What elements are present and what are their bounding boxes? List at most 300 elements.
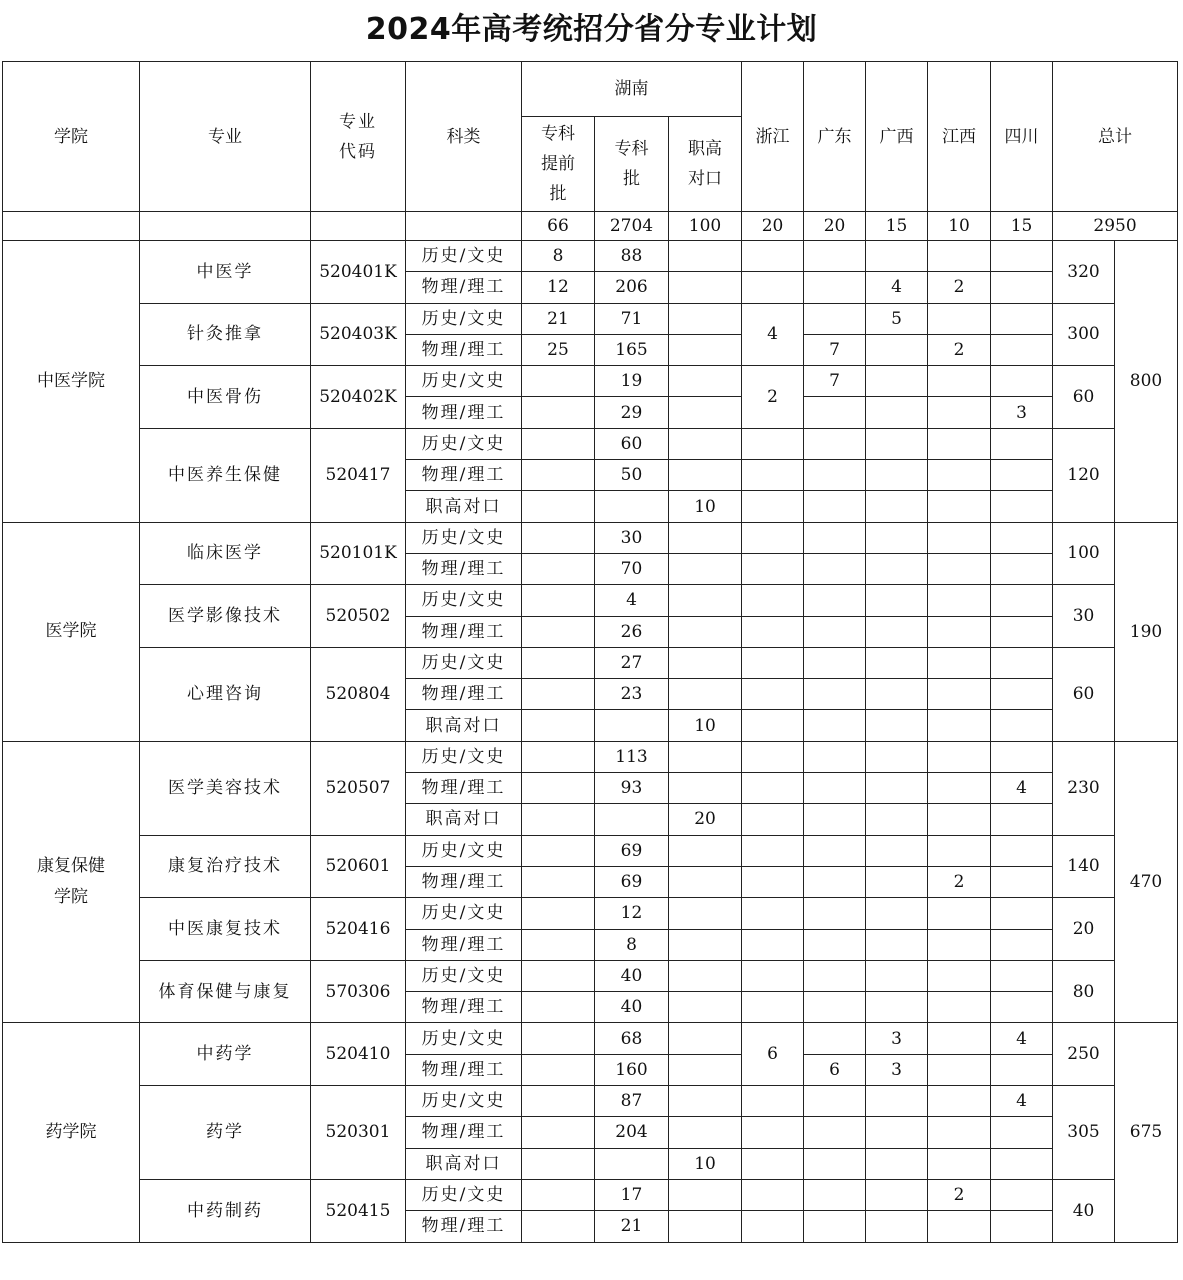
cell-zhejiang (742, 1148, 804, 1179)
header-hunan-vocational-text: 职高对口 (688, 139, 723, 189)
college-name-text: 康复保健学院 (37, 856, 105, 908)
major-name: 康复治疗技术 (140, 835, 311, 898)
cell-jiangxi (928, 835, 991, 866)
cell-zhejiang (742, 241, 804, 272)
cell-hunan-advance (522, 585, 595, 616)
cell-zhejiang (742, 960, 804, 991)
cell-guangxi (866, 428, 928, 459)
cell-hunan-regular: 69 (595, 866, 669, 897)
cell-sichuan (991, 1054, 1053, 1085)
college-name-text: 药学院 (45, 1121, 97, 1142)
cell-guangxi (866, 1086, 928, 1117)
cell-hunan-regular: 87 (595, 1086, 669, 1117)
category: 物理/理工 (406, 773, 522, 804)
major-total: 20 (1053, 898, 1115, 961)
cell-sichuan (991, 647, 1053, 678)
cell-sichuan (991, 585, 1053, 616)
cell-guangxi (866, 647, 928, 678)
header-province-2: 广西 (866, 62, 928, 212)
header-major: 专业 (140, 62, 311, 212)
cell-zhejiang (742, 1211, 804, 1242)
cell-hunan-advance (522, 460, 595, 491)
header-blank (311, 212, 406, 241)
cell-zhejiang (742, 522, 804, 553)
cell-jiangxi (928, 553, 991, 584)
major-total: 80 (1053, 960, 1115, 1023)
cell-zhejiang: 4 (742, 303, 804, 366)
cell-zhejiang (742, 272, 804, 303)
cell-zhejiang (742, 898, 804, 929)
header-hunan-regular-text: 专科批 (614, 139, 649, 189)
major-code: 520804 (311, 647, 406, 741)
category: 历史/文史 (406, 522, 522, 553)
cell-zhejiang (742, 460, 804, 491)
major-name: 中医学 (140, 241, 311, 304)
cell-jiangxi (928, 522, 991, 553)
category: 职高对口 (406, 710, 522, 741)
cell-hunan-vocational: 10 (669, 1148, 742, 1179)
cell-hunan-vocational: 10 (669, 710, 742, 741)
category: 历史/文史 (406, 1023, 522, 1054)
cell-zhejiang (742, 804, 804, 835)
major-total: 30 (1053, 585, 1115, 648)
total-hunan-vocational: 100 (669, 212, 742, 241)
total-hunan-advance: 66 (522, 212, 595, 241)
cell-guangdong (804, 866, 866, 897)
category: 物理/理工 (406, 992, 522, 1023)
cell-hunan-advance (522, 397, 595, 428)
cell-hunan-advance (522, 616, 595, 647)
header-code (311, 62, 406, 212)
cell-guangdong: 7 (804, 366, 866, 397)
college-total: 800 (1115, 241, 1178, 523)
major-code: 520502 (311, 585, 406, 648)
major-total: 230 (1053, 741, 1115, 835)
cell-hunan-vocational (669, 1117, 742, 1148)
cell-hunan-advance (522, 1179, 595, 1210)
cell-sichuan (991, 522, 1053, 553)
cell-jiangxi (928, 679, 991, 710)
cell-jiangxi (928, 241, 991, 272)
cell-hunan-regular: 50 (595, 460, 669, 491)
category: 物理/理工 (406, 460, 522, 491)
cell-hunan-vocational (669, 960, 742, 991)
cell-hunan-vocational (669, 241, 742, 272)
cell-hunan-regular: 93 (595, 773, 669, 804)
cell-hunan-regular: 27 (595, 647, 669, 678)
cell-hunan-advance (522, 929, 595, 960)
cell-jiangxi (928, 616, 991, 647)
cell-sichuan (991, 835, 1053, 866)
cell-hunan-vocational (669, 428, 742, 459)
category: 职高对口 (406, 1148, 522, 1179)
category: 物理/理工 (406, 866, 522, 897)
cell-zhejiang (742, 553, 804, 584)
cell-jiangxi: 2 (928, 334, 991, 365)
header-hunan-advance-text: 专科提前批 (541, 124, 575, 204)
cell-jiangxi (928, 303, 991, 334)
cell-hunan-advance: 12 (522, 272, 595, 303)
cell-zhejiang (742, 835, 804, 866)
category: 物理/理工 (406, 1117, 522, 1148)
cell-guangdong (804, 522, 866, 553)
cell-guangdong (804, 773, 866, 804)
cell-jiangxi (928, 1211, 991, 1242)
cell-guangxi (866, 553, 928, 584)
cell-hunan-advance (522, 835, 595, 866)
cell-sichuan (991, 460, 1053, 491)
header-code-text: 专业代码 (339, 111, 377, 162)
cell-zhejiang (742, 585, 804, 616)
cell-hunan-vocational (669, 460, 742, 491)
cell-sichuan (991, 334, 1053, 365)
cell-hunan-vocational (669, 366, 742, 397)
major-total: 305 (1053, 1086, 1115, 1180)
header-hunan-vocational (669, 117, 742, 212)
cell-guangxi (866, 334, 928, 365)
cell-hunan-vocational (669, 992, 742, 1023)
major-total: 120 (1053, 428, 1115, 522)
cell-guangxi (866, 866, 928, 897)
total-guangxi: 15 (866, 212, 928, 241)
table-row (3, 1086, 1178, 1117)
cell-jiangxi: 2 (928, 272, 991, 303)
header-college: 学院 (3, 62, 140, 212)
cell-guangdong (804, 1211, 866, 1242)
category: 历史/文史 (406, 960, 522, 991)
cell-sichuan (991, 898, 1053, 929)
category: 历史/文史 (406, 1179, 522, 1210)
cell-hunan-vocational (669, 303, 742, 334)
cell-sichuan (991, 992, 1053, 1023)
cell-sichuan (991, 866, 1053, 897)
category: 物理/理工 (406, 553, 522, 584)
cell-guangxi: 4 (866, 272, 928, 303)
cell-guangdong (804, 241, 866, 272)
cell-jiangxi (928, 1023, 991, 1054)
college-name (3, 522, 140, 741)
major-name: 针灸推拿 (140, 303, 311, 366)
table-row (3, 1179, 1178, 1210)
major-code: 520410 (311, 1023, 406, 1086)
cell-hunan-regular: 113 (595, 741, 669, 772)
cell-hunan-regular: 26 (595, 616, 669, 647)
major-total: 300 (1053, 303, 1115, 366)
cell-sichuan (991, 960, 1053, 991)
cell-guangdong (804, 992, 866, 1023)
cell-guangdong (804, 1179, 866, 1210)
cell-jiangxi (928, 585, 991, 616)
cell-hunan-regular (595, 1148, 669, 1179)
cell-guangdong (804, 1148, 866, 1179)
major-name: 体育保健与康复 (140, 960, 311, 1023)
major-total: 100 (1053, 522, 1115, 585)
total-grand: 2950 (1053, 212, 1178, 241)
cell-jiangxi (928, 741, 991, 772)
cell-hunan-advance (522, 1023, 595, 1054)
total-guangdong: 20 (804, 212, 866, 241)
college-name-text: 中医学院 (37, 370, 105, 391)
cell-hunan-regular: 23 (595, 679, 669, 710)
cell-zhejiang (742, 929, 804, 960)
cell-guangdong (804, 929, 866, 960)
cell-zhejiang (742, 491, 804, 522)
cell-sichuan (991, 710, 1053, 741)
header-total: 总计 (1053, 62, 1178, 212)
category: 物理/理工 (406, 397, 522, 428)
cell-guangxi (866, 773, 928, 804)
cell-guangxi (866, 241, 928, 272)
major-code: 520601 (311, 835, 406, 898)
cell-guangdong (804, 710, 866, 741)
cell-jiangxi (928, 929, 991, 960)
cell-guangdong: 6 (804, 1054, 866, 1085)
cell-hunan-regular: 71 (595, 303, 669, 334)
table-row (3, 1023, 1178, 1054)
cell-jiangxi (928, 397, 991, 428)
cell-guangxi (866, 741, 928, 772)
category: 物理/理工 (406, 1054, 522, 1085)
cell-hunan-regular: 8 (595, 929, 669, 960)
cell-hunan-regular: 12 (595, 898, 669, 929)
cell-guangxi (866, 710, 928, 741)
cell-guangxi: 3 (866, 1054, 928, 1085)
cell-guangxi (866, 1148, 928, 1179)
header-hunan: 湖南 (522, 62, 742, 117)
major-name: 医学美容技术 (140, 741, 311, 835)
total-hunan-regular: 2704 (595, 212, 669, 241)
cell-hunan-vocational (669, 773, 742, 804)
cell-guangdong (804, 428, 866, 459)
cell-guangxi (866, 522, 928, 553)
college-total: 190 (1115, 522, 1178, 741)
cell-guangdong (804, 647, 866, 678)
cell-guangxi: 5 (866, 303, 928, 334)
cell-guangdong (804, 804, 866, 835)
major-total: 40 (1053, 1179, 1115, 1242)
cell-sichuan (991, 1179, 1053, 1210)
cell-zhejiang (742, 1117, 804, 1148)
category: 历史/文史 (406, 647, 522, 678)
category: 历史/文史 (406, 898, 522, 929)
category: 历史/文史 (406, 303, 522, 334)
cell-guangdong (804, 272, 866, 303)
cell-jiangxi: 2 (928, 1179, 991, 1210)
cell-guangdong (804, 616, 866, 647)
cell-hunan-advance: 25 (522, 334, 595, 365)
cell-hunan-advance (522, 741, 595, 772)
college-total: 470 (1115, 741, 1178, 1023)
cell-guangxi (866, 929, 928, 960)
cell-guangxi (866, 898, 928, 929)
category: 物理/理工 (406, 679, 522, 710)
cell-jiangxi (928, 1117, 991, 1148)
major-total: 320 (1053, 241, 1115, 304)
major-name: 中药制药 (140, 1179, 311, 1242)
college-total: 675 (1115, 1023, 1178, 1242)
cell-hunan-regular (595, 491, 669, 522)
category: 职高对口 (406, 804, 522, 835)
cell-hunan-advance (522, 804, 595, 835)
major-total: 250 (1053, 1023, 1115, 1086)
cell-hunan-advance (522, 428, 595, 459)
cell-guangdong (804, 960, 866, 991)
header-hunan-advance (522, 117, 595, 212)
major-code: 520401K (311, 241, 406, 304)
cell-guangxi (866, 1211, 928, 1242)
cell-guangxi (866, 1117, 928, 1148)
header-category: 科类 (406, 62, 522, 212)
cell-hunan-regular: 68 (595, 1023, 669, 1054)
cell-guangdong (804, 460, 866, 491)
cell-hunan-vocational (669, 898, 742, 929)
major-name: 医学影像技术 (140, 585, 311, 648)
cell-guangdong (804, 491, 866, 522)
cell-jiangxi (928, 992, 991, 1023)
cell-hunan-vocational (669, 1054, 742, 1085)
category: 历史/文史 (406, 585, 522, 616)
cell-hunan-regular: 88 (595, 241, 669, 272)
table-row (3, 241, 1178, 272)
cell-hunan-vocational (669, 585, 742, 616)
cell-sichuan (991, 428, 1053, 459)
cell-sichuan (991, 804, 1053, 835)
cell-hunan-vocational (669, 397, 742, 428)
category: 历史/文史 (406, 366, 522, 397)
cell-guangxi (866, 616, 928, 647)
cell-zhejiang (742, 773, 804, 804)
major-code: 520403K (311, 303, 406, 366)
cell-jiangxi: 2 (928, 866, 991, 897)
cell-hunan-advance (522, 1148, 595, 1179)
cell-guangdong (804, 397, 866, 428)
cell-sichuan (991, 553, 1053, 584)
category: 职高对口 (406, 491, 522, 522)
cell-hunan-vocational (669, 522, 742, 553)
cell-hunan-regular: 60 (595, 428, 669, 459)
table-row (3, 741, 1178, 772)
cell-guangxi (866, 366, 928, 397)
cell-guangdong (804, 679, 866, 710)
major-name: 中医康复技术 (140, 898, 311, 961)
header-blank (3, 212, 140, 241)
major-code: 520415 (311, 1179, 406, 1242)
cell-sichuan (991, 366, 1053, 397)
table-row (3, 960, 1178, 991)
college-name-text: 医学院 (45, 621, 97, 642)
cell-sichuan (991, 741, 1053, 772)
cell-zhejiang: 6 (742, 1023, 804, 1086)
cell-hunan-advance (522, 773, 595, 804)
cell-sichuan (991, 679, 1053, 710)
cell-guangdong: 7 (804, 334, 866, 365)
cell-sichuan (991, 1148, 1053, 1179)
cell-hunan-regular: 30 (595, 522, 669, 553)
cell-jiangxi (928, 366, 991, 397)
cell-guangxi (866, 397, 928, 428)
cell-sichuan (991, 491, 1053, 522)
cell-guangdong (804, 741, 866, 772)
cell-hunan-regular: 165 (595, 334, 669, 365)
major-name: 中医骨伤 (140, 366, 311, 429)
category: 物理/理工 (406, 334, 522, 365)
major-code: 520101K (311, 522, 406, 585)
cell-hunan-vocational (669, 1023, 742, 1054)
cell-zhejiang (742, 679, 804, 710)
cell-hunan-advance (522, 1117, 595, 1148)
cell-sichuan (991, 1117, 1053, 1148)
cell-hunan-advance (522, 1086, 595, 1117)
cell-jiangxi (928, 898, 991, 929)
cell-guangxi (866, 491, 928, 522)
major-name: 心理咨询 (140, 647, 311, 741)
header-province-1: 广东 (804, 62, 866, 212)
cell-hunan-regular: 17 (595, 1179, 669, 1210)
cell-jiangxi (928, 647, 991, 678)
header-province-0: 浙江 (742, 62, 804, 212)
cell-hunan-regular: 4 (595, 585, 669, 616)
category: 物理/理工 (406, 929, 522, 960)
major-total: 60 (1053, 366, 1115, 429)
total-zhejiang: 20 (742, 212, 804, 241)
cell-hunan-vocational: 10 (669, 491, 742, 522)
cell-guangdong (804, 303, 866, 334)
cell-zhejiang (742, 866, 804, 897)
cell-guangdong (804, 835, 866, 866)
cell-hunan-advance (522, 710, 595, 741)
major-total: 60 (1053, 647, 1115, 741)
cell-jiangxi (928, 491, 991, 522)
major-name: 药学 (140, 1086, 311, 1180)
cell-hunan-advance (522, 960, 595, 991)
table-row (3, 898, 1178, 929)
header-hunan-regular (595, 117, 669, 212)
header-blank (140, 212, 311, 241)
cell-guangxi (866, 804, 928, 835)
cell-zhejiang (742, 992, 804, 1023)
cell-hunan-vocational (669, 835, 742, 866)
cell-hunan-regular: 40 (595, 960, 669, 991)
cell-hunan-vocational (669, 866, 742, 897)
cell-sichuan: 3 (991, 397, 1053, 428)
cell-hunan-regular: 69 (595, 835, 669, 866)
cell-zhejiang (742, 616, 804, 647)
major-code: 520417 (311, 428, 406, 522)
major-code: 520301 (311, 1086, 406, 1180)
cell-guangdong (804, 898, 866, 929)
cell-guangdong (804, 585, 866, 616)
category: 历史/文史 (406, 1086, 522, 1117)
table-row (3, 303, 1178, 334)
major-code: 520416 (311, 898, 406, 961)
cell-guangxi (866, 960, 928, 991)
cell-jiangxi (928, 773, 991, 804)
cell-sichuan: 4 (991, 1023, 1053, 1054)
cell-hunan-advance (522, 553, 595, 584)
cell-guangdong (804, 553, 866, 584)
cell-zhejiang (742, 647, 804, 678)
cell-jiangxi (928, 428, 991, 459)
table-row (3, 522, 1178, 553)
cell-jiangxi (928, 710, 991, 741)
cell-hunan-regular: 19 (595, 366, 669, 397)
cell-hunan-regular: 29 (595, 397, 669, 428)
cell-guangdong (804, 1086, 866, 1117)
cell-guangxi (866, 992, 928, 1023)
cell-hunan-advance (522, 1054, 595, 1085)
cell-hunan-advance (522, 1211, 595, 1242)
header-province-4: 四川 (991, 62, 1053, 212)
